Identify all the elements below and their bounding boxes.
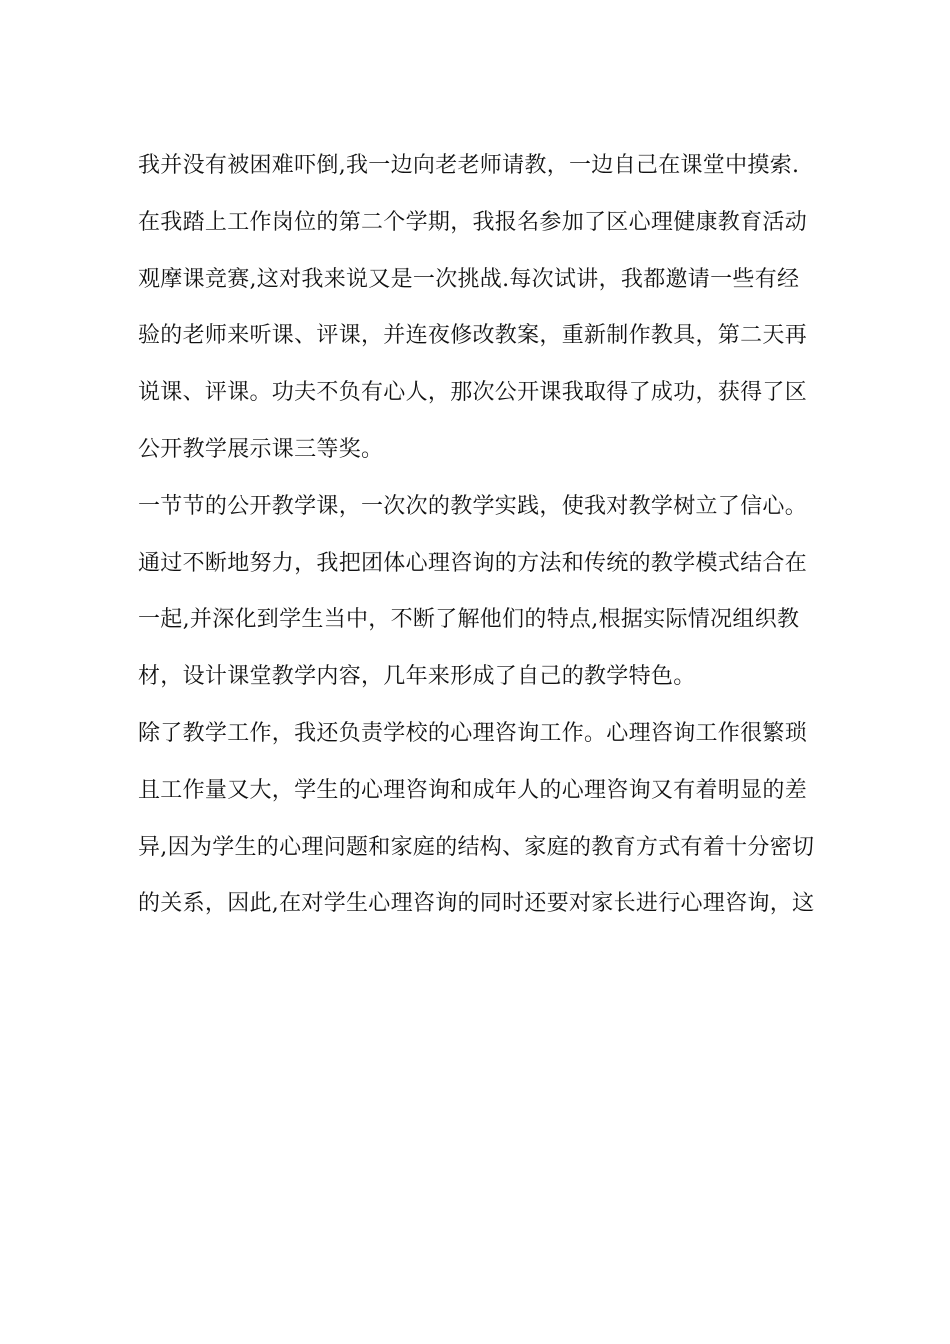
text-line: 观摩课竞赛,这对我来说又是一次挑战.每次试讲，我都邀请一些有经 [138, 266, 800, 292]
text-line: 的关系，因此,在对学生心理咨询的同时还要对家长进行心理咨询，这 [138, 891, 815, 917]
text-line: 一起,并深化到学生当中，不断了解他们的特点,根据实际情况组织教 [138, 607, 800, 633]
text-line: 且工作量又大，学生的心理咨询和成年人的心理咨询又有着明显的差 [138, 777, 808, 803]
text-line: 一节节的公开教学课，一次次的教学实践，使我对教学树立了信心。 [138, 493, 808, 519]
text-line: 材，设计课堂教学内容，几年来形成了自己的教学特色。 [138, 664, 696, 690]
text-line: 在我踏上工作岗位的第二个学期，我报名参加了区心理健康教育活动 [138, 209, 808, 235]
text-line: 除了教学工作，我还负责学校的心理咨询工作。心理咨询工作很繁琐 [138, 720, 808, 746]
text-line: 我并没有被困难吓倒,我一边向老老师请教，一边自己在课堂中摸索. [138, 153, 800, 178]
text-line: 验的老师来听课、评课，并连夜修改教案，重新制作教具，第二天再 [138, 323, 808, 349]
body-text [138, 138, 818, 933]
text-line: 公开教学展示课三等奖。 [138, 436, 384, 462]
text-line: 说课、评课。功夫不负有心人，那次公开课我取得了成功，获得了区 [138, 380, 808, 406]
text-line: 通过不断地努力，我把团体心理咨询的方法和传统的教学模式结合在 [138, 550, 808, 576]
text-line: 异,因为学生的心理问题和家庭的结构、家庭的教育方式有着十分密切 [138, 834, 815, 860]
